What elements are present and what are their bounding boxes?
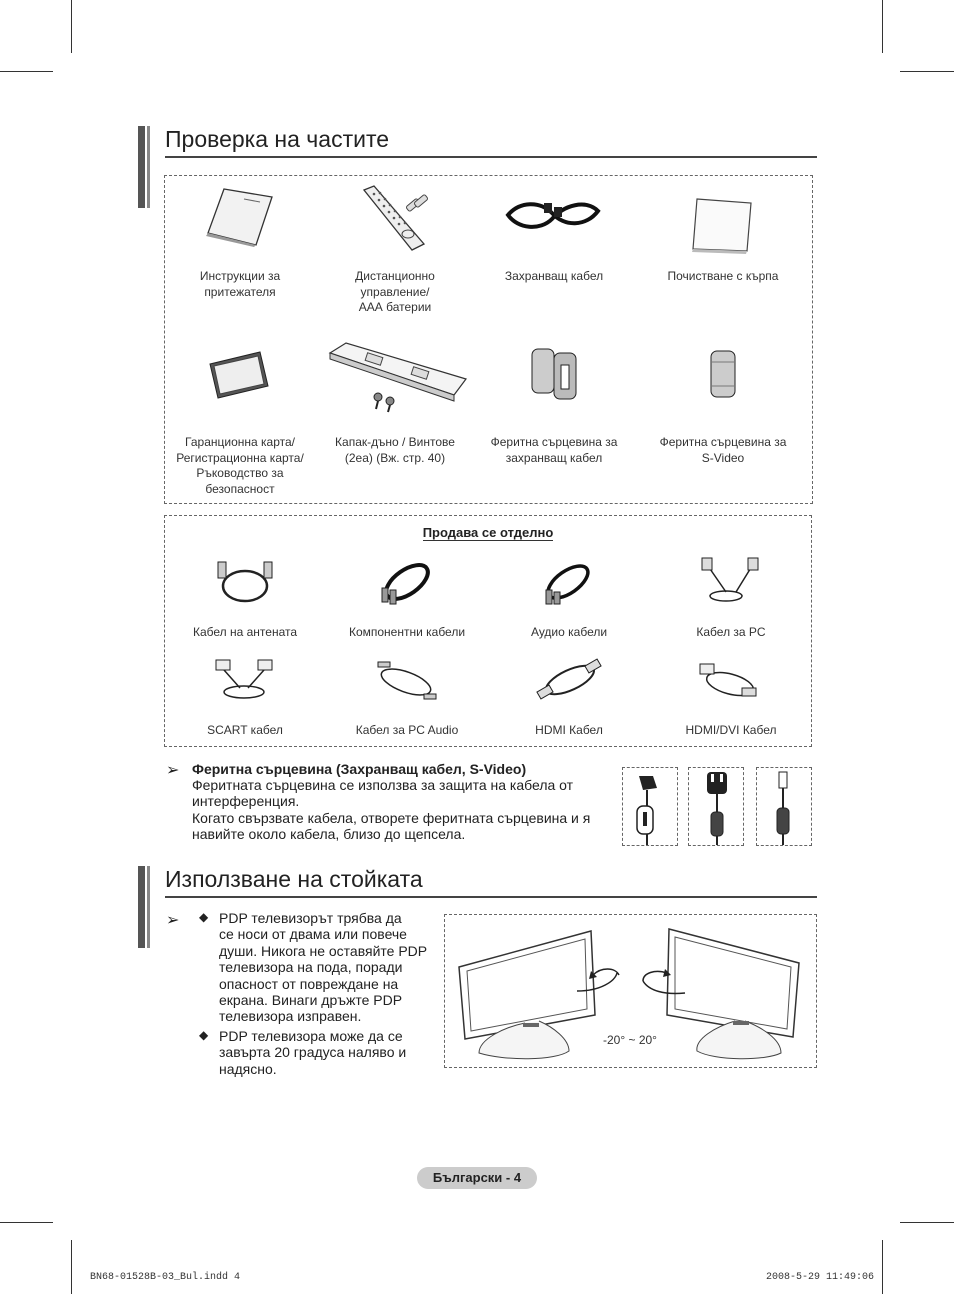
ferrite-note-text: Когато свързвате кабела, отворете феритната сърцевина и я bbox=[192, 810, 591, 826]
text-line: телевизора изправен. bbox=[219, 1008, 362, 1025]
manual-book-icon bbox=[204, 187, 274, 247]
warranty-cards-icon bbox=[208, 350, 272, 402]
stand-rotation-diagram bbox=[444, 914, 817, 1068]
pointer-arrow-icon: ➢ bbox=[166, 912, 180, 929]
crop-mark bbox=[900, 1222, 954, 1223]
item-label: Захранващ кабел bbox=[504, 269, 604, 283]
page-number-badge: Български - 4 bbox=[417, 1167, 537, 1189]
ferrite-core-diagram-icon bbox=[757, 768, 811, 845]
header-rule bbox=[165, 896, 817, 898]
ferrite-core-svideo-icon bbox=[708, 348, 738, 400]
diamond-bullet-icon: ◆ bbox=[199, 1028, 209, 1042]
section-title: Използване на стойката bbox=[165, 866, 423, 892]
item-label: Почистване с кърпа bbox=[667, 269, 779, 283]
ferrite-core-diagram-icon bbox=[623, 768, 677, 845]
crop-mark bbox=[0, 71, 53, 72]
cable-label: Кабел на антената bbox=[192, 625, 298, 639]
text-line: телевизора на пода, поради bbox=[219, 959, 403, 976]
ferrite-note-text: навийте около кабела, близо до щепсела. bbox=[192, 826, 466, 842]
crop-mark bbox=[71, 0, 72, 53]
item-label: Гаранционна карта/ Регистрационна карта/ Ръководство за безопасност bbox=[176, 435, 304, 496]
ferrite-diagram-2 bbox=[688, 767, 744, 846]
text-line: души. Никога не оставяйте PDP bbox=[219, 942, 428, 959]
imprint-date: 2008-5-29 11:49:06 bbox=[766, 1272, 875, 1283]
item-label: Дистанционно управление/ ААА батерии bbox=[355, 269, 435, 314]
ferrite-note-title: Феритна сърцевина (Захранващ кабел, S-Video) bbox=[192, 761, 527, 777]
item-label: Инструкции за притежателя bbox=[199, 269, 281, 299]
ferrite-diagram-1 bbox=[622, 767, 678, 846]
pc-audio-cable-icon bbox=[376, 658, 438, 704]
header-bar bbox=[147, 126, 150, 208]
cable-label: SCART кабел bbox=[207, 723, 283, 737]
header-bar bbox=[138, 126, 145, 208]
ferrite-note-text: интерференция. bbox=[192, 793, 300, 809]
stand-bullet-text bbox=[219, 910, 427, 1025]
diamond-bullet-icon: ◆ bbox=[199, 910, 209, 924]
text-line: PDP телевизорът трябва да bbox=[219, 910, 402, 926]
text-line: надясно. bbox=[219, 1060, 277, 1077]
hdmi-dvi-cable-icon bbox=[698, 660, 760, 702]
pointer-arrow-icon: ➢ bbox=[166, 762, 180, 779]
item-label: Феритна сърцевина за захранващ кабел bbox=[490, 435, 618, 465]
power-cord-icon bbox=[500, 197, 604, 235]
ferrite-core-diagram-icon bbox=[689, 768, 743, 845]
sold-separately-heading: Продава се отделно bbox=[422, 525, 554, 540]
text-line: опасност от повреждане на bbox=[219, 975, 399, 992]
cable-label: Компонентни кабели bbox=[348, 625, 466, 639]
crop-mark bbox=[0, 1222, 53, 1223]
hdmi-cable-icon bbox=[536, 658, 602, 704]
pc-cable-icon bbox=[700, 556, 762, 606]
cable-label: HDMI Кабел bbox=[535, 723, 603, 737]
scart-cable-icon bbox=[214, 658, 274, 704]
remote-control-icon bbox=[360, 184, 432, 252]
component-cables-icon bbox=[378, 558, 436, 608]
stand-cover-screws-icon bbox=[326, 339, 472, 413]
text-line: екрана. Винаги дръжте PDP bbox=[219, 992, 403, 1009]
ferrite-core-power-icon bbox=[528, 345, 580, 403]
item-label: Феритна сърцевина за S-Video bbox=[659, 435, 787, 465]
item-label: Капак-дъно / Винтове (2еа) (Вж. стр. 40) bbox=[335, 435, 455, 465]
header-bar bbox=[147, 866, 150, 948]
antenna-cable-icon bbox=[214, 558, 276, 606]
crop-mark bbox=[71, 1240, 72, 1294]
rotation-range-label: -20° ~ 20° bbox=[603, 1033, 657, 1047]
cable-label: HDMI/DVI Кабел bbox=[685, 723, 777, 737]
crop-mark bbox=[882, 1240, 883, 1294]
crop-mark bbox=[882, 0, 883, 53]
header-rule bbox=[165, 156, 817, 158]
text-line: завърта 20 градуса наляво и bbox=[219, 1044, 407, 1061]
cleaning-cloth-icon bbox=[691, 197, 753, 255]
cable-label: Кабел за PC bbox=[696, 625, 766, 639]
imprint-file: BN68-01528B-03_Bul.indd 4 bbox=[90, 1272, 241, 1283]
header-bar bbox=[138, 866, 145, 948]
cable-label: Кабел за PC Audio bbox=[355, 723, 459, 737]
ferrite-diagram-3 bbox=[756, 767, 812, 846]
text-line: се носи от двама или повече bbox=[219, 926, 407, 943]
text-line: PDP телевизора може да се bbox=[219, 1028, 403, 1044]
cable-label: Аудио кабели bbox=[530, 625, 608, 639]
ferrite-note-text: Феритната сърцевина се използва за защита на кабела от bbox=[192, 777, 574, 793]
section-title: Проверка на частите bbox=[165, 126, 390, 152]
audio-cables-icon bbox=[540, 558, 596, 608]
crop-mark bbox=[900, 71, 954, 72]
stand-bullet-text bbox=[219, 1028, 406, 1077]
